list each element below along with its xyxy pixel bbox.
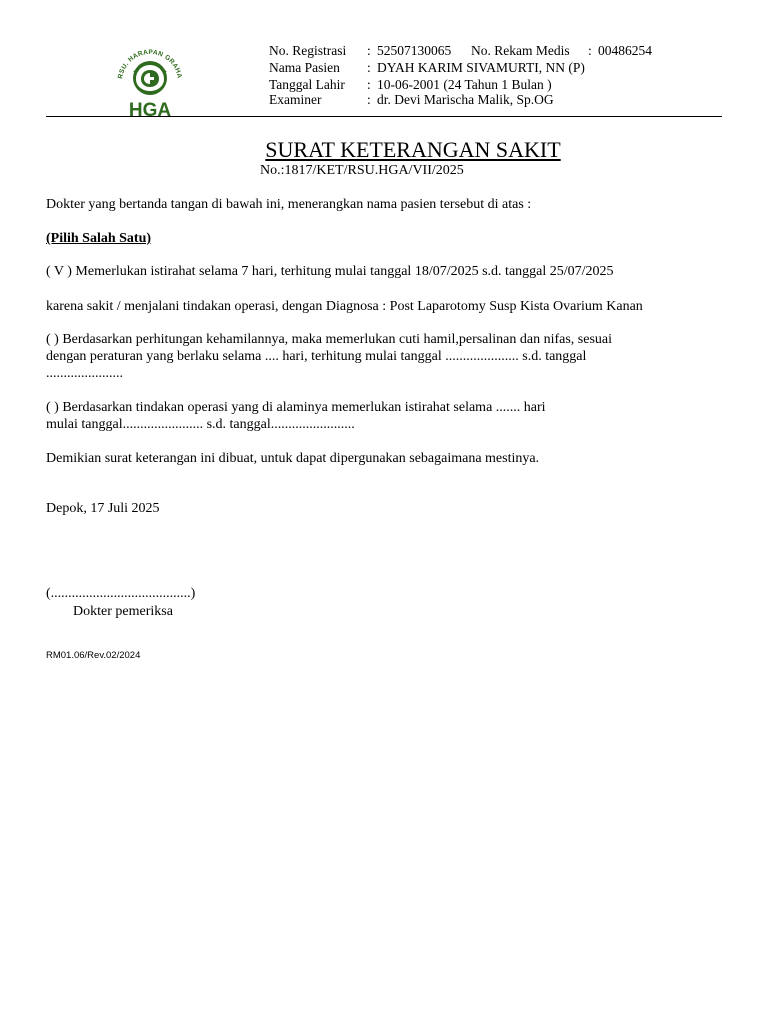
- hospital-logo: [110, 44, 190, 120]
- diagnosis-text: karena sakit / menjalani tindakan operasi, dengan Diagnosa : Post Laparotomy Susp Kista Ovarium Kanan: [46, 299, 643, 314]
- option-maternity-line2: dengan peraturan yang berlaku selama .... hari, terhitung mulai tanggal ..................... s.d. tanggal: [46, 349, 587, 364]
- rekam-medis-label: No. Rekam Medis: [471, 43, 570, 58]
- header-divider: [46, 116, 722, 117]
- intro-text: Dokter yang bertanda tangan di bawah ini, menerangkan nama pasien tersebut di atas :: [46, 197, 532, 212]
- option-maternity-line3: ......................: [46, 366, 123, 381]
- option-surgery-line1: ( ) Berdasarkan tindakan operasi yang di alaminya memerlukan istirahat selama ....... hari: [46, 400, 546, 415]
- document-number: No.:1817/KET/RSU.HGA/VII/2025: [260, 163, 464, 178]
- registrasi-separator: :: [367, 43, 371, 58]
- nama-value: DYAH KARIM SIVAMURTI, NN (P): [377, 60, 585, 75]
- tgl-lahir-separator: :: [367, 77, 371, 92]
- option-surgery-line2: mulai tanggal....................... s.d. tanggal........................: [46, 417, 355, 432]
- document-title: SURAT KETERANGAN SAKIT: [265, 137, 561, 162]
- signature-line: (........................................): [46, 586, 196, 601]
- tgl-lahir-value: 10-06-2001 (24 Tahun 1 Bulan ): [377, 77, 552, 92]
- registrasi-value: 52507130065: [377, 43, 452, 58]
- option-rest-checked: ( V ) Memerlukan istirahat selama 7 hari, terhitung mulai tanggal 18/07/2025 s.d. tanggal 25/07/2025: [46, 264, 614, 279]
- registrasi-label: No. Registrasi: [269, 43, 347, 58]
- signer-title: Dokter pemeriksa: [73, 604, 173, 619]
- examiner-value: dr. Devi Marischa Malik, Sp.OG: [377, 92, 554, 107]
- logo-initials: HGA: [128, 100, 172, 120]
- closing-text: Demikian surat keterangan ini dibuat, untuk dapat dipergunakan sebagaimana mestinya.: [46, 451, 540, 466]
- rekam-medis-value: 00486254: [598, 43, 652, 58]
- nama-separator: :: [367, 60, 371, 75]
- form-code: RM01.06/Rev.02/2024: [46, 650, 141, 661]
- option-maternity-line1: ( ) Berdasarkan perhitungan kehamilannya, maka memerlukan cuti hamil,persalinan dan nifas, sesuai: [46, 332, 613, 347]
- rekam-medis-separator: :: [588, 43, 592, 58]
- choose-one-label: (Pilih Salah Satu): [46, 231, 152, 246]
- logo-arc-text: RSU. HARAPAN GRAHA: [117, 48, 183, 80]
- tgl-lahir-label: Tanggal Lahir: [269, 77, 345, 92]
- examiner-separator: :: [367, 92, 371, 107]
- hospital-emblem-icon: [110, 44, 190, 120]
- place-date: Depok, 17 Juli 2025: [46, 501, 160, 516]
- nama-label: Nama Pasien: [269, 60, 340, 75]
- examiner-label: Examiner: [269, 92, 322, 107]
